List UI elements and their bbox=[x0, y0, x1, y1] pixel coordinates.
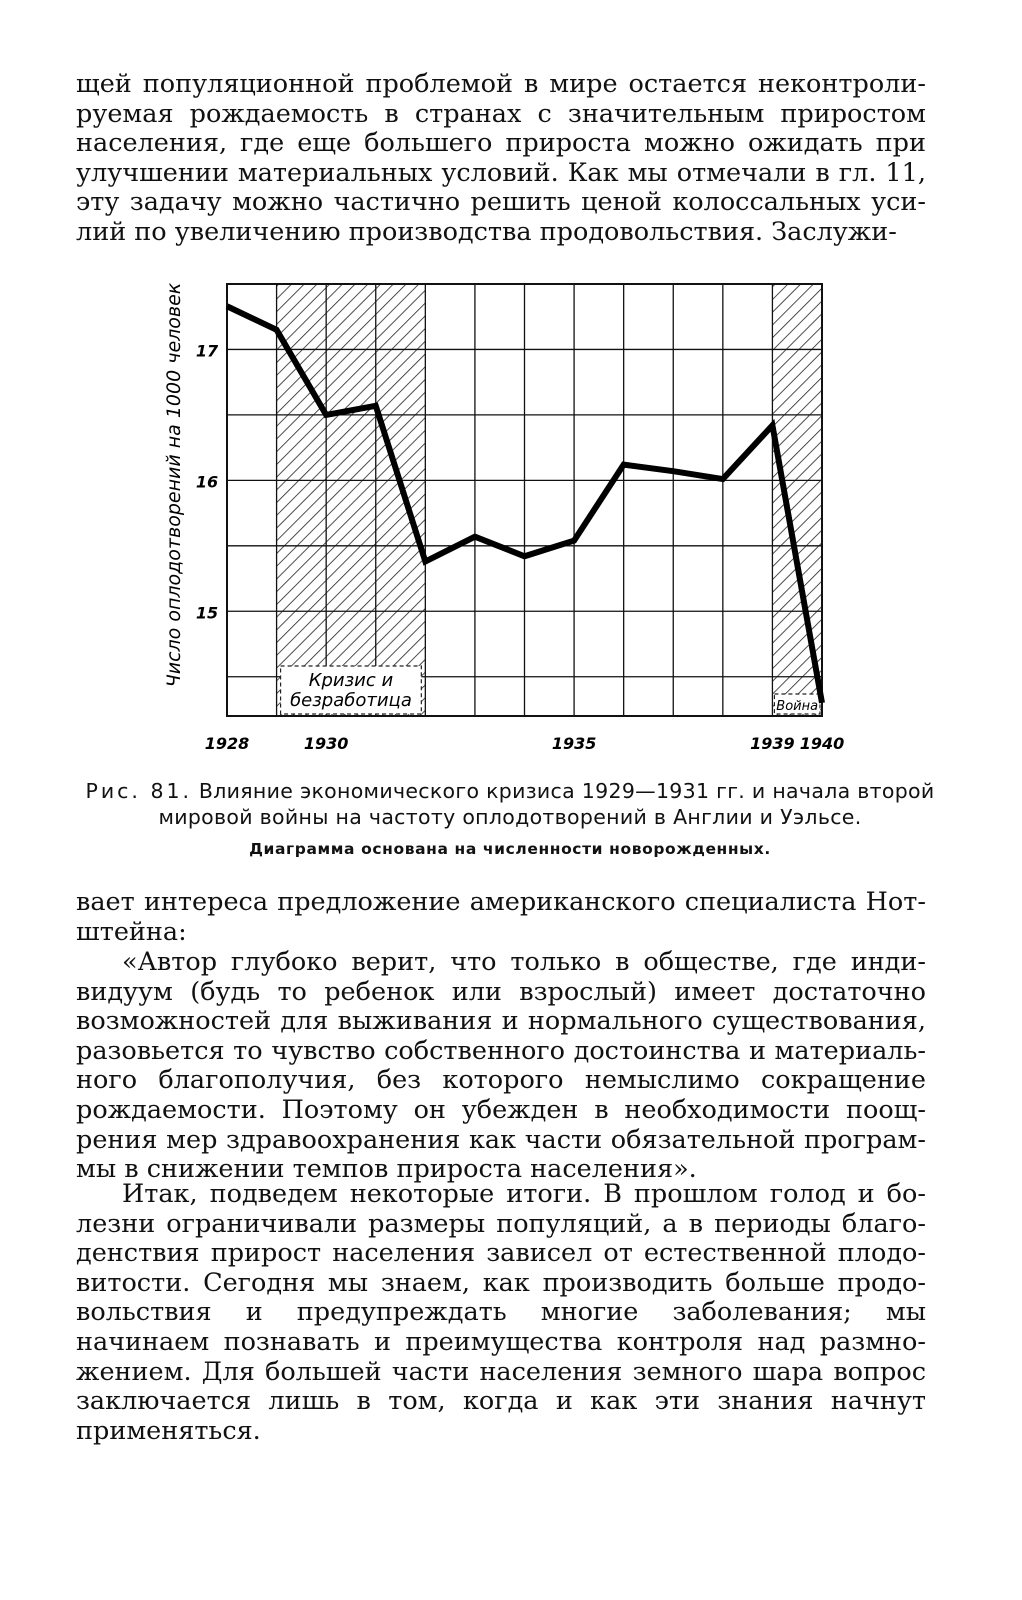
text-line: мы в снижении темпов прироста населения». bbox=[76, 1154, 697, 1185]
text-line: начинаем познавать и преимущества контроля над размно- bbox=[76, 1326, 926, 1357]
text-line: видуум (будь то ребенок или взрослый) имеет достаточно bbox=[76, 976, 926, 1007]
caption-lead: Рис. 81. bbox=[85, 779, 193, 803]
text-line: лезни ограничивали размеры популяций, а в периоды благо- bbox=[76, 1208, 926, 1239]
text-line: улучшении материальных условий. Как мы отмечали в гл. 11, bbox=[76, 157, 926, 188]
text-line: жением. Для большей части населения земного шара вопрос bbox=[76, 1356, 926, 1387]
text-line: рения мер здравоохранения как части обязательной програм- bbox=[76, 1124, 926, 1155]
caption-line2: мировой войны на частоту оплодотворений в Англии и Уэльсе. bbox=[158, 805, 862, 829]
text-line: Итак, подведем некоторые итоги. В прошлом голод и бо- bbox=[122, 1179, 926, 1209]
caption-note: Диаграмма основана на численности новорожденных. bbox=[249, 840, 771, 858]
text-line: применяться. bbox=[76, 1415, 261, 1446]
region-label: Кризис и bbox=[308, 670, 394, 691]
region-label: Война bbox=[776, 699, 819, 714]
text-line: витости. Сегодня мы знаем, как производить больше продо- bbox=[76, 1267, 926, 1298]
fertility-line-chart bbox=[155, 280, 855, 760]
text-line: щей популяционной проблемой в мире остается неконтроли- bbox=[76, 69, 926, 99]
text-line: населения, где еще большего прироста можно ожидать при bbox=[76, 128, 926, 159]
y-tick-label: 15 bbox=[195, 603, 219, 623]
paragraph-quote bbox=[76, 948, 926, 1185]
text-line: денствия прирост населения зависел от естественной плодо- bbox=[76, 1238, 926, 1269]
text-line: разовьется то чувство собственного достоинства и материаль- bbox=[76, 1035, 926, 1066]
figure-caption bbox=[60, 778, 960, 830]
text-line: возможностей для выживания и нормального существования, bbox=[76, 1006, 926, 1037]
x-tick-label: 1930 bbox=[303, 734, 349, 753]
y-axis-label: Число оплодотворений на 1000 человек bbox=[163, 282, 185, 688]
x-tick-label: 1935 bbox=[551, 734, 597, 753]
text-line: ного благополучия, без которого немыслимо сокращение bbox=[76, 1065, 926, 1096]
text-line: вает интереса предложение американского специалиста Нот- bbox=[76, 887, 926, 917]
text-line: руемая рождаемость в странах с значительным приростом bbox=[76, 98, 926, 129]
region-label: безработица bbox=[290, 690, 412, 711]
paragraph-top bbox=[76, 70, 926, 248]
y-tick-label: 17 bbox=[195, 341, 219, 361]
text-line: лий по увеличению производства продовольствия. Заслужи- bbox=[76, 216, 897, 247]
figure-81 bbox=[155, 280, 855, 760]
text-line: «Автор глубоко верит, что только в обществе, где инди- bbox=[122, 947, 926, 977]
x-tick-label: 1939 bbox=[750, 734, 795, 753]
x-tick-label: 1940 bbox=[799, 734, 845, 753]
caption-line1: Влияние экономического кризиса 1929—1931 гг. и начала второй bbox=[192, 779, 935, 803]
text-line: штейна: bbox=[76, 916, 187, 947]
text-line: вольствия и предупреждать многие заболевания; мы bbox=[76, 1297, 926, 1328]
text-line: заключается лишь в том, когда и как эти знания начнут bbox=[76, 1386, 926, 1417]
text-line: эту задачу можно частично решить ценой колоссальных уси- bbox=[76, 187, 926, 218]
text-line: рождаемости. Поэтому он убежден в необходимости поощ- bbox=[76, 1094, 926, 1125]
paragraph-notestein bbox=[76, 888, 926, 947]
paragraph-conclusion bbox=[76, 1180, 926, 1446]
y-tick-label: 16 bbox=[195, 472, 219, 492]
x-tick-label: 1928 bbox=[204, 734, 250, 753]
